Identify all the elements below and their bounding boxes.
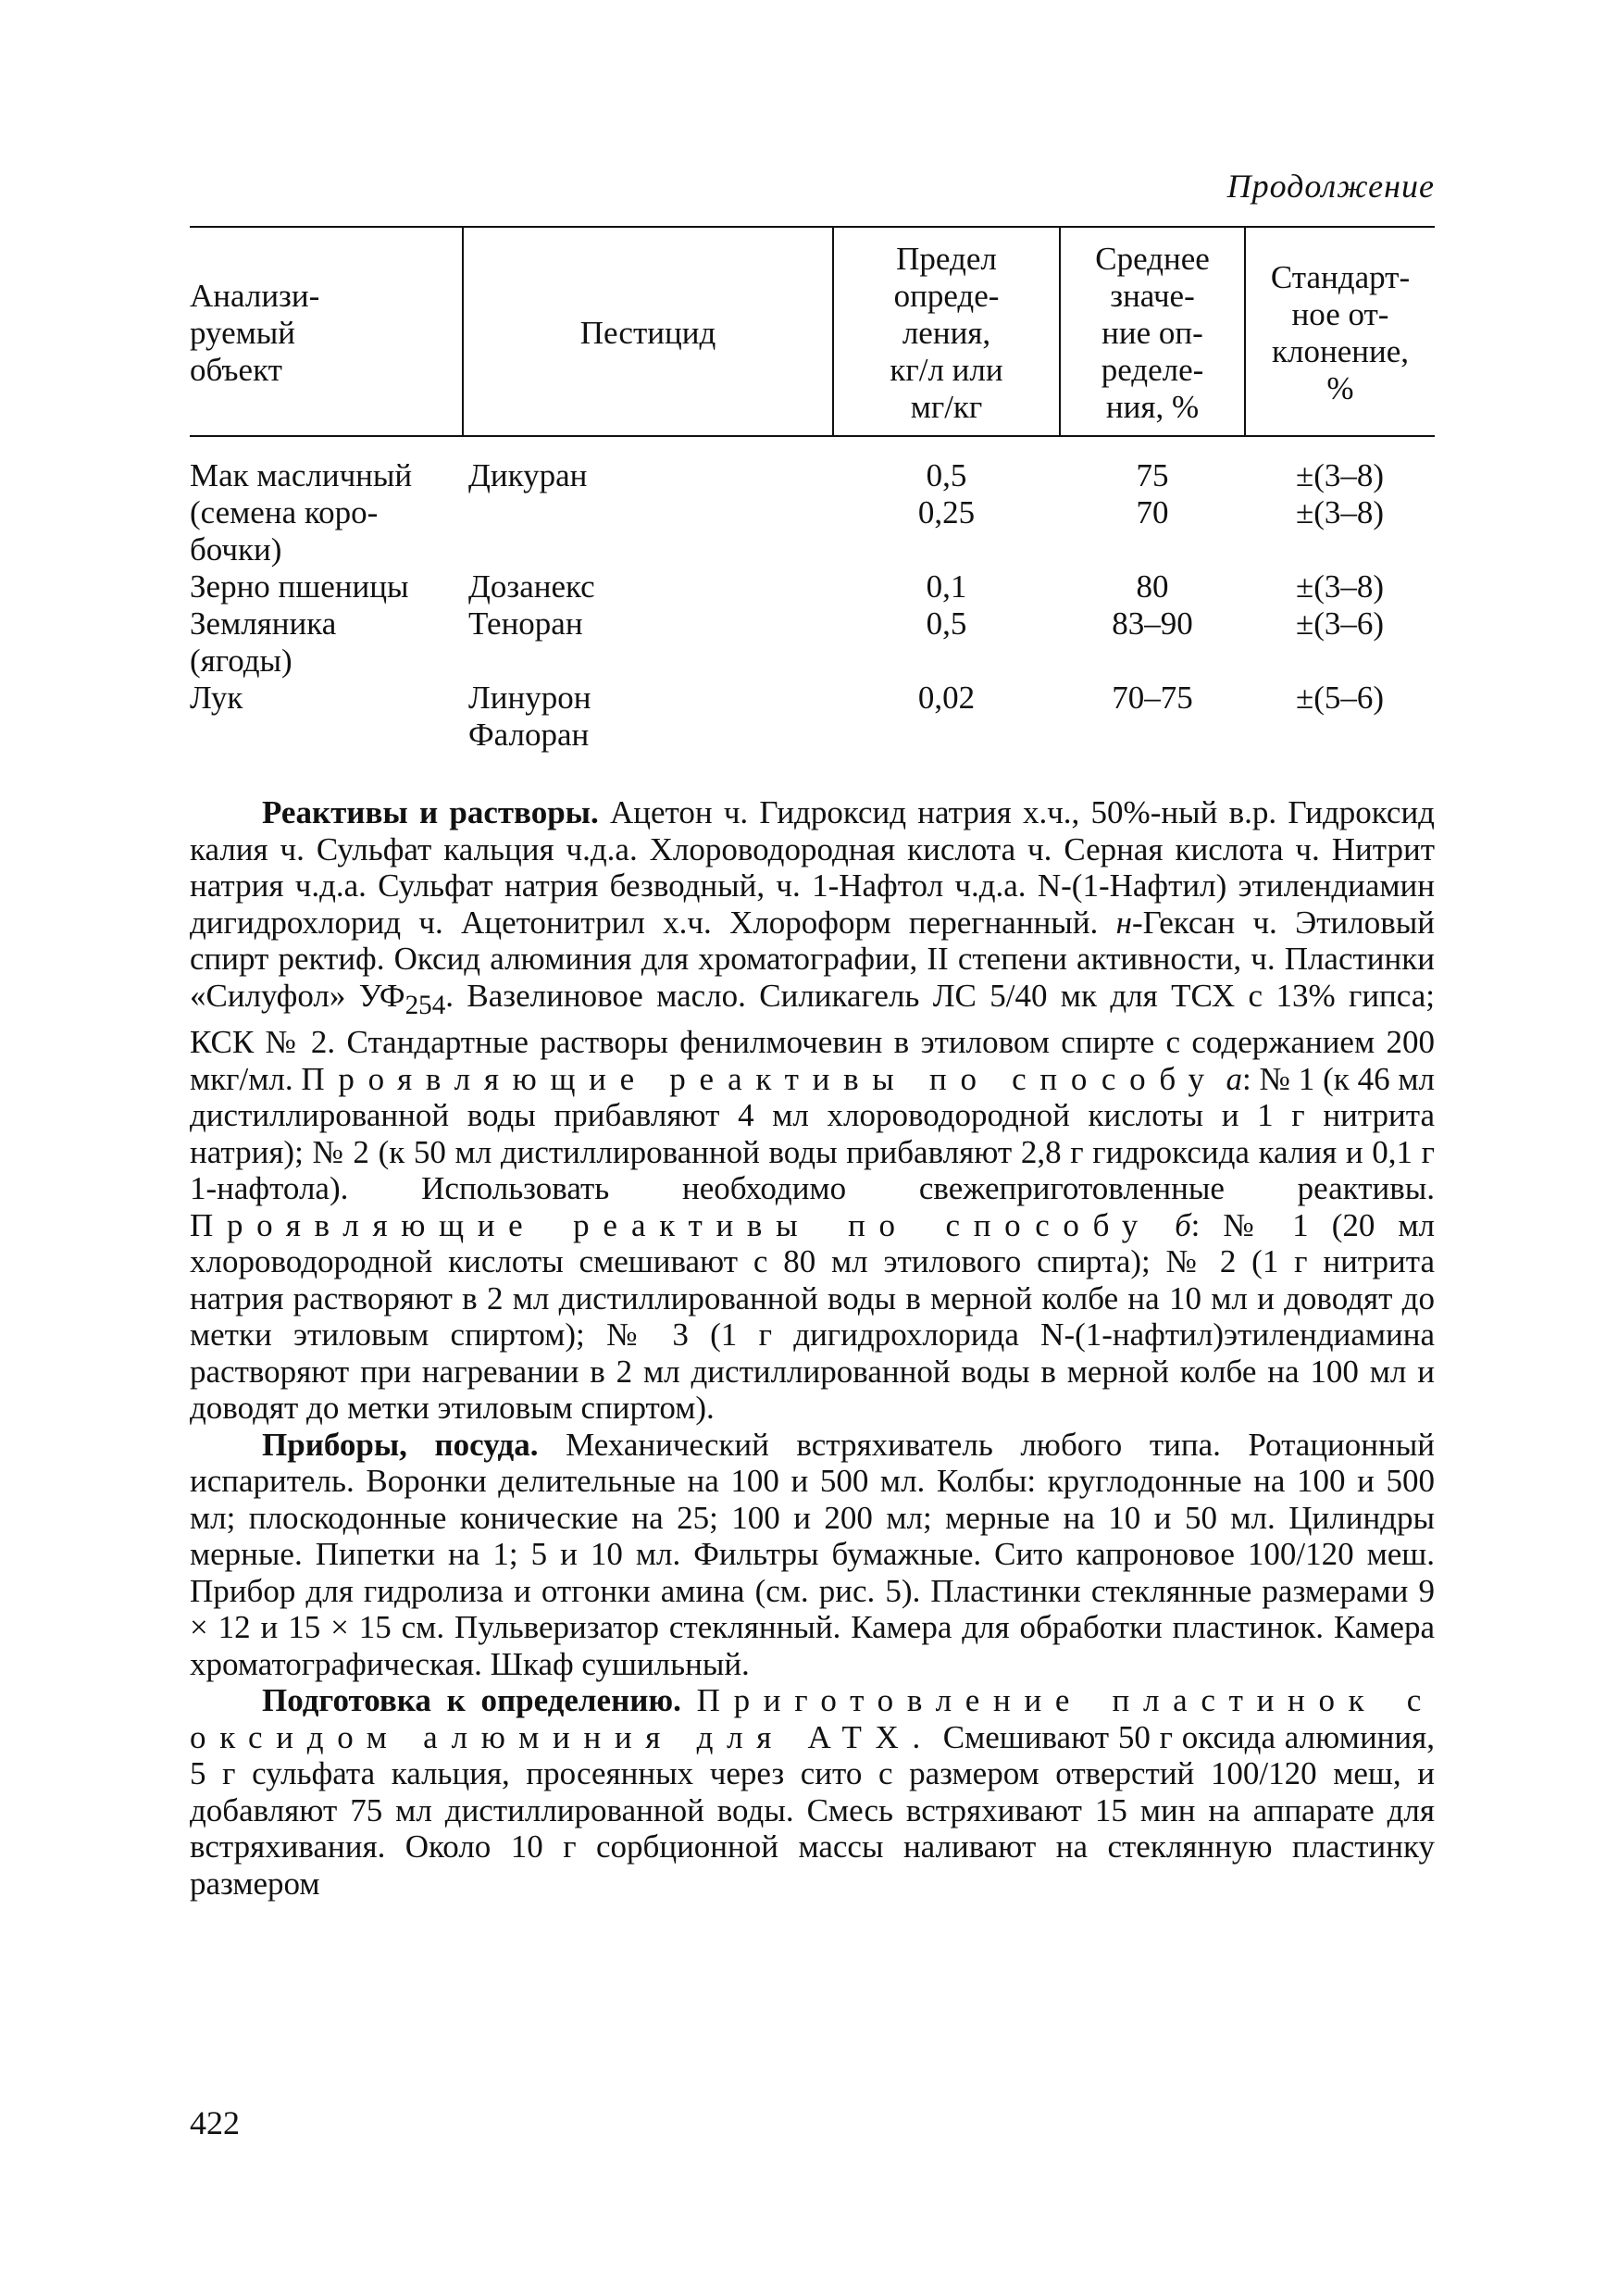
cell-mean: 80: [1136, 568, 1169, 605]
cell-object: Лук: [190, 680, 243, 716]
cell-deviation: ±(3–8): [1295, 568, 1385, 605]
paragraph-reagents: [190, 794, 1435, 1427]
cell-pesticide: Дикуран: [468, 457, 588, 493]
paragraph-text: Ацетон ч. Гидроксид натрия х.ч., 50%-ный в.р. Гидроксид калия ч. Сульфат кальция ч.д.а. Хлороводородная кислота ч. Серная кислота ч. Нитрит натрия ч.д.а. Сульфат натрия безводный, ч. 1-Нафтол ч.д.а. N-(1-Нафтил) этилендиамин дигидрохлорид ч. Ацетонитрил х.ч. Хлороформ перегнанный.: [190, 794, 1435, 941]
cell-deviation: ±(5–6): [1295, 680, 1385, 716]
header-mean-value: Среднее значе- ние оп- ределе- ния, %: [1060, 227, 1245, 436]
paragraph-lead: Приборы, посуда.: [262, 1426, 539, 1463]
table-row: [190, 436, 1435, 568]
header-detection-limit: Предел опреде- ления, кг/л или мг/кг: [833, 227, 1060, 436]
continuation-label: Продолжение: [1226, 168, 1435, 205]
paragraph-text: : № 1 (к 46 мл дистиллированной воды прибавляют 4 мл хлороводородной кислоты и 1 г нитрита натрия); № 2 (к 50 мл дистиллированной воды прибавляют 2,8 г гидроксида калия и 0,1 г 1-нафтола). Использовать необходимо свежеприготовленные реактивы.: [190, 1060, 1435, 1206]
table-row: [190, 680, 1435, 754]
paragraph-text: : № 1 (20 мл хлороводородной кислоты смешивают с 80 мл этилового спирта); № 2 (1 г нитрита натрия растворяют в 2 мл дистиллированной воды в мерной колбе на 10 мл и доводят до метки этиловым спиртом); № 3 (1 г дигидрохлорида N-(1-нафтил)этилендиамина растворяют при нагревании в 2 мл дистиллированной воды в мерной колбе на 100 мл и доводят до метки этиловым спиртом).: [190, 1206, 1436, 1426]
table-row: [190, 568, 1435, 605]
cell-mean: 70–75: [1112, 680, 1193, 716]
paragraph-text: . Вазелиновое масло. Силикагель ЛС 5/40 мк для ТСХ с 13% гипса; КСК № 2. Стандартные растворы фенилмочевин в этиловом спирте с содержанием 200 мкг/мл.: [190, 977, 1435, 1097]
spaced-heading: Приготовление пластинок с оксидом алюминия для АТХ.: [190, 1682, 1435, 1755]
paragraph-text: -Гексан ч. Этиловый спирт ректиф. Оксид алюминия для хроматографии, II степени активности, ч. Пластинки «Силуфол» УФ: [190, 904, 1435, 1014]
page-number: 422: [190, 2104, 240, 2141]
cell-limit: 0,02: [917, 680, 976, 716]
body-text: [190, 794, 1435, 1902]
cell-mean: 75 70: [1136, 457, 1169, 530]
cell-limit: 0,5 0,25: [917, 457, 976, 530]
cell-deviation: ±(3–8) ±(3–8): [1295, 457, 1385, 530]
paragraph-lead: Подготовка к определению.: [262, 1682, 681, 1718]
cell-limit: 0,5: [926, 605, 967, 642]
cell-pesticide: Линурон Фалоран: [468, 680, 591, 753]
cell-mean: 83–90: [1112, 605, 1193, 642]
paragraph-text: Механический встряхиватель любого типа. Ротационный испаритель. Воронки делительные на 100 и 500 мл. Колбы: круглодонные на 100 и 500 мл; плоскодонные конические на 25; 100 и 200 мл; мерные на 10 и 50 мл. Цилиндры мерные. Пипетки на 1; 5 и 10 мл. Фильтры бумажные. Сито капроновое 100/120 меш. Прибор для гидролиза и отгонки амина (см. рис. 5). Пластинки стеклянные размерами 9 × 12 и 15 × 15 см. Пульверизатор стеклянный. Камера для обработки пластинок. Камера хроматографическая. Шкаф сушильный.: [190, 1426, 1435, 1682]
header-pesticide: Пестицид: [463, 227, 833, 436]
cell-limit: 0,1: [926, 568, 967, 605]
method-letter: а: [1226, 1060, 1243, 1097]
paragraph-preparation: [190, 1682, 1435, 1902]
table-header-row: [190, 227, 1435, 436]
paragraph-lead: Реактивы и растворы.: [262, 794, 599, 830]
cell-pesticide: Дозанекс: [468, 568, 595, 605]
cell-object: Зерно пшеницы: [190, 568, 409, 605]
spaced-heading: Проявляющие реактивы по способу: [301, 1060, 1218, 1097]
results-table: [190, 226, 1435, 754]
method-letter: б: [1175, 1206, 1191, 1243]
header-analyzed-object: Анализи- руемый объект: [190, 227, 463, 436]
document-page: [190, 167, 1435, 1902]
cell-object: Мак масличный (семена коро- бочки): [190, 457, 413, 568]
cell-pesticide: Теноран: [468, 605, 583, 642]
cell-deviation: ±(3–6): [1295, 605, 1385, 642]
paragraph-text: Смешивают 50 г оксида алюминия, 5 г сульфата кальция, просеянных через сито с размером отверстий 100/120 меш, и добавляют 75 мл дистиллированной воды. Смесь встряхивают 15 мин на аппарате для встряхивания. Около 10 г сорбционной массы наливают на стеклянную пластинку размером: [190, 1718, 1435, 1902]
paragraph-equipment: [190, 1427, 1435, 1683]
cell-object: Земляника (ягоды): [190, 605, 337, 679]
spaced-heading: Проявляющие реактивы по способу: [190, 1206, 1152, 1243]
italic-prefix: н: [1115, 904, 1132, 941]
table-row: [190, 605, 1435, 680]
header-std-deviation: Стандарт- ное от- клонение, %: [1245, 227, 1435, 436]
subscript: 254: [404, 990, 446, 1020]
